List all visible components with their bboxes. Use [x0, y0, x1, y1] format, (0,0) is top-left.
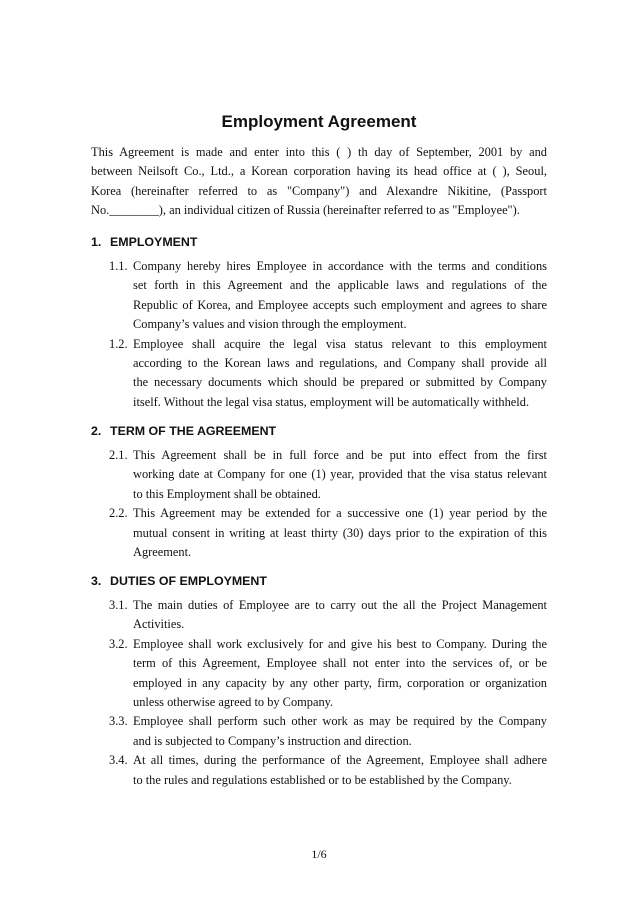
clause-line: Company’s values and vision through the employment.: [133, 317, 407, 332]
clause-line: itself. Without the legal visa status, employment will be automatically withheld.: [133, 394, 530, 409]
clause-text: [133, 596, 547, 635]
section-number: 1.: [91, 235, 102, 249]
section-term-of-agreement: [91, 422, 547, 562]
clause-line: Activities.: [133, 617, 185, 632]
clause-text: [133, 504, 547, 562]
clause: [91, 446, 547, 504]
clause-line: according to the Korean laws and regulations, and Company shall provide all: [133, 356, 547, 371]
section-title: DUTIES OF EMPLOYMENT: [110, 574, 267, 588]
clause-line: This Agreement may be extended for a successive one (1) year period by the: [133, 506, 547, 521]
clause-number: 3.4.: [109, 753, 128, 768]
intro-line: Korea (hereinafter referred to as "Company") and Alexandre Nikitine, (Passport: [91, 183, 547, 198]
clause-line: Employee shall acquire the legal visa status relevant to this employment: [133, 336, 547, 351]
section-heading: [91, 233, 547, 251]
document-title: Employment Agreement: [221, 112, 417, 131]
clause-line: Agreement.: [133, 545, 192, 560]
clause-number: 3.1.: [109, 598, 128, 612]
clause-line: mutual consent in writing at least thirty (30) days prior to the expiration of this: [133, 525, 547, 540]
clause-line: This Agreement shall be in full force and be put into effect from the first: [133, 448, 547, 462]
clause-number: 2.2.: [109, 506, 128, 521]
clause-text: [133, 635, 547, 713]
clause-line: to this Employment shall be obtained.: [133, 486, 321, 501]
section-duties-of-employment: [91, 572, 547, 790]
clause-text: [133, 751, 547, 790]
clause: [91, 257, 547, 335]
clause-text: [133, 335, 547, 413]
section-title: TERM OF THE AGREEMENT: [110, 424, 277, 438]
page-number: 1/6: [311, 847, 327, 861]
clause: [91, 635, 547, 713]
clause-line: to the rules and regulations established or to be established by the Company.: [133, 772, 512, 787]
intro-paragraph: [91, 143, 547, 221]
clause-number: 1.1.: [109, 259, 128, 273]
clause-line: set forth in this Agreement and the applicable laws and regulations of the: [133, 278, 547, 293]
section-employment: [91, 233, 547, 412]
clause-line: Employee shall perform such other work as may be required by the Company: [133, 714, 547, 729]
section-title: EMPLOYMENT: [110, 235, 198, 249]
clause-line: and is subjected to Company’s instruction and direction.: [133, 733, 412, 748]
clause-line: Employee shall work exclusively for and give his best to Company. During the: [133, 636, 547, 651]
clause-line: Republic of Korea, and Employee accepts such employment and agrees to share: [133, 297, 547, 312]
clause-line: unless otherwise agreed to by Company.: [133, 695, 334, 710]
section-heading: [91, 422, 547, 440]
clause: [91, 596, 547, 635]
intro-line: between Neilsoft Co., Ltd., a Korean corporation having its head office at ( ), Seoul,: [91, 164, 547, 179]
clause-line: working date at Company for one (1) year, provided that the visa status relevant: [133, 467, 547, 482]
clause-number: 3.2.: [109, 636, 128, 651]
clause-text: [133, 446, 547, 504]
clause-text: [133, 257, 547, 335]
section-number: 2.: [91, 424, 102, 438]
clause-line: employed in any capacity by any other party, firm, corporation or organization: [133, 675, 547, 690]
clause-number: 2.1.: [109, 448, 128, 462]
intro-line: No.________), an individual citizen of Russia (hereinafter referred to as "Employee").: [91, 203, 520, 218]
clause-line: At all times, during the performance of the Agreement, Employee shall adhere: [133, 753, 547, 768]
clause-line: Company hereby hires Employee in accordance with the terms and conditions: [133, 259, 547, 273]
clause-line: the necessary documents which should be prepared or submitted by Company: [133, 375, 547, 390]
clause: [91, 751, 547, 790]
intro-line: This Agreement is made and enter into this ( ) th day of September, 2001 by and: [91, 145, 547, 159]
clause-number: 3.3.: [109, 714, 128, 729]
clause: [91, 504, 547, 562]
clause: [91, 712, 547, 751]
clause-line: term of this Agreement, Employee shall not enter into the services of, or be: [133, 656, 547, 671]
clause-line: The main duties of Employee are to carry out the all the Project Management: [133, 598, 547, 612]
section-heading: [91, 572, 547, 590]
document-page: [91, 0, 547, 900]
clause-text: [133, 712, 547, 751]
section-number: 3.: [91, 574, 102, 588]
clause-number: 1.2.: [109, 336, 128, 351]
clause: [91, 335, 547, 413]
